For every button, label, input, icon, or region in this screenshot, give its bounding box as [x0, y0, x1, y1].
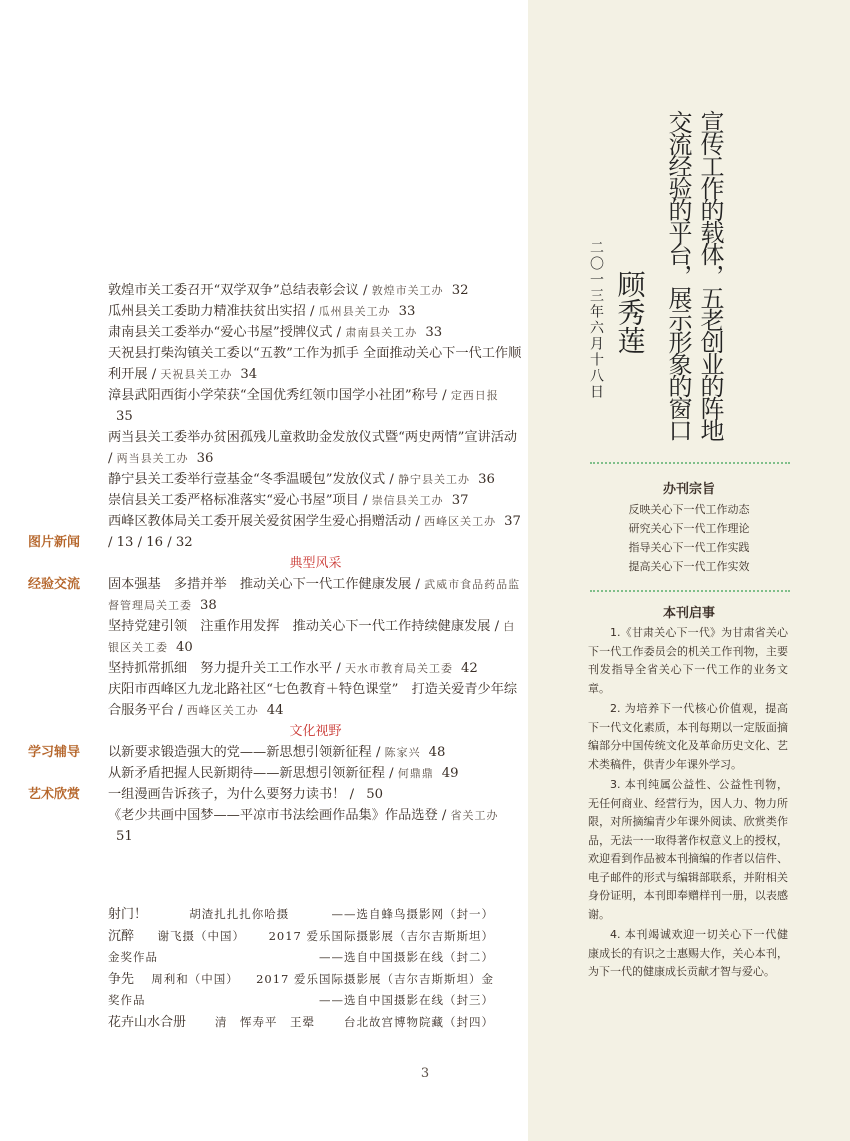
- toc-page: 51: [116, 829, 133, 844]
- toc-entry[interactable]: 庆阳市西峰区九龙北路社区“七色教育＋特色课堂” 打造关爱青少年综合服务平台 / 西峰区关工办 44: [108, 682, 518, 718]
- toc-title: 固本强基 多措并举 推动关心下一代工作健康发展: [108, 577, 412, 592]
- toc-entry[interactable]: 漳县武阳西街小学荣获“全国优秀红领巾国学小社团”称号 / 定西日报35: [108, 388, 499, 424]
- credit-row: [108, 926, 494, 948]
- toc-entry[interactable]: 《老少共画中国梦——平凉市书法绘画作品集》作品选登 / 省关工办51: [108, 808, 499, 844]
- calligraphy-col1: 宣传工作的载体，五老创业的阵地: [696, 110, 724, 440]
- toc-page: 33: [425, 325, 443, 340]
- credit-title: 奖作品: [108, 993, 146, 1007]
- toc-title: 从新矛盾把握人民新期待——新思想引领新征程: [108, 766, 385, 781]
- credit-row: [108, 1012, 494, 1034]
- toc-source: 西峰区关工办: [424, 515, 497, 528]
- toc-source: 陈家兴: [384, 746, 421, 759]
- toc-source: 肃南县关工办: [345, 326, 418, 339]
- divider-top: [590, 462, 790, 464]
- toc-page: 36: [196, 451, 214, 466]
- toc-page: 40: [176, 640, 193, 655]
- credit-source: 2017 爱乐国际摄影展（吉尔吉斯斯坦）: [268, 928, 494, 943]
- cover-credits: [108, 904, 494, 1033]
- page-number: 3: [420, 1066, 430, 1081]
- toc-source: 定西日报: [450, 389, 499, 402]
- credit-row: [108, 969, 494, 991]
- credit-author: 清 恽寿平 王翚: [215, 1014, 315, 1029]
- toc-title: 两当县关工委举办贫困孤残儿童救助金发放仪式暨“两史两情”宣讲活动: [108, 430, 518, 445]
- toc-entry[interactable]: 天祝县打柴沟镇关工委以“五教”工作为抓手 全面推动关心下一代工作顺利开展 / 天祝县关工办 34: [108, 346, 522, 382]
- toc-page: 50: [366, 787, 383, 802]
- toc-source: 天祝县关工办: [160, 368, 233, 381]
- calligraphy-signature: 顾秀莲: [613, 270, 647, 354]
- toc-entry[interactable]: 瓜州县关工委助力精准扶贫出实招 / 瓜州县关工办 33: [108, 304, 416, 319]
- toc-source: 敦煌市关工办: [371, 284, 444, 297]
- toc-category: 艺术欣赏: [28, 787, 81, 802]
- toc-source: 静宁县关工办: [398, 473, 471, 486]
- toc-entry[interactable]: 敦煌市关工委召开“双学双争”总结表彰会议 / 敦煌市关工办 32: [108, 283, 469, 298]
- calligraphy-inscription: [560, 100, 760, 460]
- toc-category: 经验交流: [28, 577, 81, 592]
- toc-entry[interactable]: 学习辅导 以新要求锻造强大的党——新思想引领新征程 / 陈家兴 48: [28, 742, 523, 763]
- divider-middle: [590, 590, 790, 592]
- principles-heading: 办刊宗旨: [662, 482, 715, 497]
- credit-source: ——选自中国摄影在线（封三）: [319, 993, 494, 1007]
- toc-title: 西峰区教体局关工委开展关爱贫困学生爱心捐赠活动: [108, 514, 412, 529]
- toc-entry[interactable]: 坚持抓常抓细 努力提升关工工作水平 / 天水市教育局关工委 42: [108, 661, 478, 676]
- toc-source: 白银区关工委: [108, 620, 516, 654]
- toc-source: 武威市食品药品监督管理局关工委: [108, 578, 521, 612]
- credit-source: ——选自蜂鸟摄影网（封一）: [331, 907, 494, 921]
- credit-source: 2017 爱乐国际摄影展（吉尔吉斯斯坦）金: [256, 971, 494, 986]
- credit-source: ——选自中国摄影在线（封二）: [319, 950, 494, 964]
- credit-title: 射门！: [108, 907, 148, 922]
- section-heading-typical: 典型风采: [289, 556, 342, 571]
- toc-entry[interactable]: 两当县关工委举办贫困孤残儿童救助金发放仪式暨“两史两情”宣讲活动 / 两当县关工办 36: [108, 430, 518, 466]
- toc-entry[interactable]: 肃南县关工委举办“爱心书屋”授牌仪式 / 肃南县关工办 33: [108, 325, 443, 340]
- credit-author: 胡渣扎扎扎你哈摄: [189, 907, 290, 921]
- calligraphy-text: [560, 100, 760, 460]
- toc-title: 一组漫画告诉孩子，为什么要努力读书！: [108, 787, 346, 802]
- toc-source: 两当县关工办: [116, 452, 189, 465]
- toc-page: 32: [451, 283, 469, 298]
- notices-body: [588, 624, 788, 984]
- credit-author: 周利和（中国）: [151, 971, 239, 986]
- credit-title: 金奖作品: [108, 950, 158, 964]
- notice-paragraph: 2. 为培养下一代核心价值观，提高下一代文化素质，本刊每期以一定版面摘编部分中国传统文化及革命历史文化、艺术类稿件，供青少年课外学习。: [588, 702, 788, 771]
- table-of-contents: [28, 280, 523, 847]
- toc-page: 37: [451, 493, 469, 508]
- toc-entry[interactable]: 经验交流 固本强基 多措并举 推动关心下一代工作健康发展 / 武威市食品药品监督管理局关工委 38: [28, 574, 523, 616]
- toc-entry[interactable]: 坚持党建引领 注重作用发挥 推动关心下一代工作持续健康发展 / 白银区关工委 40: [108, 619, 516, 655]
- credit-row: [108, 947, 494, 969]
- toc-entry[interactable]: 艺术欣赏 一组漫画告诉孩子，为什么要努力读书！ / 50: [28, 784, 523, 805]
- toc-entry[interactable]: 西峰区教体局关工委开展关爱贫困学生爱心捐赠活动 / 西峰区关工办 37: [108, 514, 521, 529]
- calligraphy-date: 二〇一三年六月十八日: [588, 240, 604, 400]
- toc-page: / 13 / 16 / 32: [108, 535, 193, 550]
- credit-title: 争先: [108, 971, 135, 987]
- toc-source: 天水市教育局关工委: [345, 662, 454, 675]
- toc-entry[interactable]: 崇信县关工委严格标准落实“爱心书屋”项目 / 崇信县关工办 37: [108, 493, 469, 508]
- toc-page: 49: [441, 766, 459, 781]
- toc-page: 37: [504, 514, 521, 529]
- credit-title: 花卉山水合册: [108, 1014, 187, 1030]
- credit-author: 谢飞摄（中国）: [157, 928, 246, 943]
- toc-source: 何鼎鼎: [397, 767, 434, 780]
- calligraphy-col2: 交流经验的平台，展示形象的窗口: [664, 110, 692, 440]
- toc-category: 图片新闻: [28, 535, 81, 550]
- toc-title: 庆阳市西峰区九龙北路社区“七色教育＋特色课堂” 打造关爱青少年综合服务平台: [108, 682, 518, 718]
- toc-source: 崇信县关工办: [371, 494, 444, 507]
- toc-entry[interactable]: 从新矛盾把握人民新期待——新思想引领新征程 / 何鼎鼎 49: [108, 766, 459, 781]
- toc-title: 肃南县关工委举办“爱心书屋”授牌仪式: [108, 325, 333, 340]
- toc-title: 崇信县关工委严格标准落实“爱心书屋”项目: [108, 493, 359, 508]
- principle-item: 指导关心下一代工作实践: [628, 541, 750, 554]
- notices-heading: 本刊启事: [662, 606, 715, 621]
- toc-page: 44: [266, 703, 284, 718]
- toc-title: 坚持抓常抓细 努力提升关工工作水平: [108, 661, 333, 676]
- notice-paragraph: 1.《甘肃关心下一代》为甘肃省关心下一代工作委员会的机关工作刊物，主要刊发指导全省关心下一代工作的业务文章。: [588, 626, 788, 695]
- toc-source: 省关工办: [450, 809, 499, 822]
- toc-title: 瓜州县关工委助力精准扶贫出实招: [108, 304, 306, 319]
- toc-title: 坚持党建引领 注重作用发挥 推动关心下一代工作持续健康发展: [108, 619, 491, 634]
- notice-paragraph: 3. 本刊纯属公益性、公益性刊物，无任何商业、经营行为，因人力、物力所限，对所摘编青少年课外阅读、欣赏类作品，无法一一取得著作权意义上的授权，欢迎看到作品被本刊摘编的作者以信件、电子邮件的形式与编辑部联系，并附相关身份证明，本刊即奉赠样刊一册，以表感谢。: [588, 778, 788, 921]
- toc-page: 48: [428, 745, 446, 760]
- toc-title: 天祝县打柴沟镇关工委以“五教”工作为抓手 全面推动关心下一代工作顺利开展: [108, 346, 522, 382]
- toc-page: 34: [240, 367, 258, 382]
- section-heading-culture: 文化视野: [289, 724, 342, 739]
- toc-source: 西峰区关工办: [186, 704, 259, 717]
- principle-item: 反映关心下一代工作动态: [628, 503, 750, 516]
- toc-entry[interactable]: 静宁县关工委举行壹基金“冬季温暖包”发放仪式 / 静宁县关工办 36: [108, 472, 495, 487]
- toc-title: 漳县武阳西街小学荣获“全国优秀红领巾国学小社团”称号: [108, 388, 438, 403]
- credit-source: 台北故宫博物院藏（封四）: [343, 1014, 494, 1029]
- toc-entry-photo-news[interactable]: [28, 532, 523, 553]
- principle-item: 研究关心下一代工作理论: [628, 522, 750, 535]
- notice-paragraph: 4. 本刊竭诚欢迎一切关心下一代健康成长的有识之士惠赐大作，关心本刊，为下一代的健康成长贡献才智与爱心。: [588, 928, 788, 978]
- toc-page: 35: [116, 409, 133, 424]
- credit-title: 沉醉: [108, 928, 135, 944]
- toc-page: 36: [478, 472, 495, 487]
- toc-title: 以新要求锻造强大的党——新思想引领新征程: [108, 745, 372, 760]
- toc-page: 33: [398, 304, 416, 319]
- toc-page: 42: [461, 661, 478, 676]
- toc-title: 静宁县关工委举行壹基金“冬季温暖包”发放仪式: [108, 472, 386, 487]
- toc-page: 38: [200, 598, 217, 613]
- toc-title: 《老少共画中国梦——平凉市书法绘画作品集》作品选登: [108, 808, 438, 823]
- credit-row: [108, 990, 494, 1012]
- toc-category: 学习辅导: [28, 745, 81, 760]
- principle-item: 提高关心下一代工作实效: [628, 560, 750, 573]
- credit-row: [108, 904, 494, 926]
- principles-list: [528, 500, 850, 576]
- toc-source: 瓜州县关工办: [318, 305, 391, 318]
- toc-title: 敦煌市关工委召开“双学双争”总结表彰会议: [108, 283, 359, 298]
